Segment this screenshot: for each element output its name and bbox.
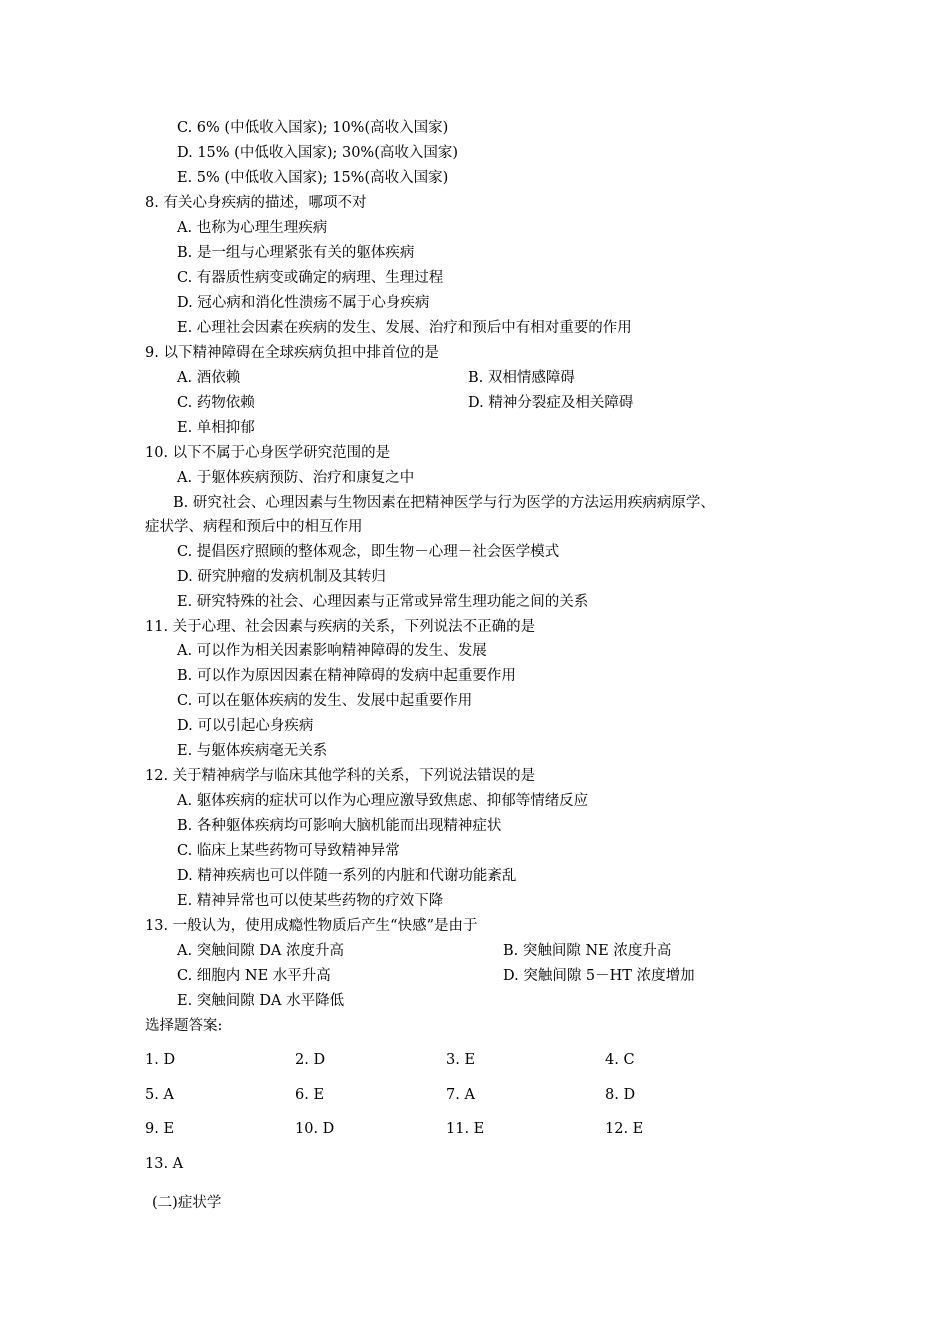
answer-item: 12. E	[605, 1121, 644, 1137]
q13-option-c: C. 细胞内 NE 水平升高	[177, 968, 331, 984]
q13-option-a: A. 突触间隙 DA 浓度升高	[177, 943, 345, 959]
answer-item: 4. C	[605, 1052, 635, 1068]
q8-option-d: D. 冠心病和消化性溃疡不属于心身疾病	[177, 295, 430, 311]
answer-item: 13. A	[145, 1156, 184, 1172]
answer-item: 5. A	[145, 1087, 174, 1103]
answer-item: 11. E	[446, 1121, 485, 1137]
q13-option-e: E. 突触间隙 DA 水平降低	[177, 993, 345, 1009]
q9-option-b: B. 双相情感障碍	[468, 370, 575, 386]
answer-item: 3. E	[446, 1052, 476, 1068]
q9-option-a: A. 酒依赖	[177, 370, 241, 386]
q10-option-b-line2: 症状学、病程和预后中的相互作用	[145, 519, 363, 535]
q7-option-c: C. 6% (中低收入国家); 10%(高收入国家)	[177, 120, 449, 136]
q8-stem: 8. 有关心身疾病的描述，哪项不对	[145, 195, 367, 211]
answer-item: 6. E	[295, 1087, 325, 1103]
answer-item: 1. D	[145, 1052, 176, 1068]
answer-item: 7. A	[446, 1087, 475, 1103]
q10-option-b-line1: B. 研究社会、心理因素与生物因素在把精神医学与行为医学的方法运用疾病病原学、	[173, 495, 715, 511]
q11-stem: 11. 关于心理、社会因素与疾病的关系，下列说法不正确的是	[145, 619, 536, 635]
answer-item: 2. D	[295, 1052, 326, 1068]
q11-option-b: B. 可以作为原因因素在精神障碍的发病中起重要作用	[177, 668, 516, 684]
q11-option-e: E. 与躯体疾病毫无关系	[177, 743, 328, 759]
q10-option-a: A. 于躯体疾病预防、治疗和康复之中	[177, 470, 415, 486]
q10-option-e: E. 研究特殊的社会、心理因素与正常或异常生理功能之间的关系	[177, 594, 589, 610]
answer-item: 10. D	[295, 1121, 335, 1137]
answers-title: 选择题答案:	[145, 1018, 223, 1034]
q9-option-e: E. 单相抑郁	[177, 420, 255, 436]
q13-stem: 13. 一般认为，使用成瘾性物质后产生“快感”是由于	[145, 918, 478, 934]
q10-option-d: D. 研究肿瘤的发病机制及其转归	[177, 569, 386, 585]
q12-option-a: A. 躯体疾病的症状可以作为心理应激导致焦虑、抑郁等情绪反应	[177, 793, 589, 809]
q12-option-b: B. 各种躯体疾病均可影响大脑机能而出现精神症状	[177, 818, 502, 834]
q12-option-e: E. 精神异常也可以使某些药物的疗效下降	[177, 893, 444, 909]
answer-item: 9. E	[145, 1121, 175, 1137]
q11-option-a: A. 可以作为相关因素影响精神障碍的发生、发展	[177, 643, 487, 659]
section-heading: (二)症状学	[152, 1195, 222, 1211]
q8-option-b: B. 是一组与心理紧张有关的躯体疾病	[177, 245, 415, 261]
q9-option-d: D. 精神分裂症及相关障碍	[468, 395, 634, 411]
q11-option-d: D. 可以引起心身疾病	[177, 718, 314, 734]
q7-option-e: E. 5% (中低收入国家); 15%(高收入国家)	[177, 170, 449, 186]
q12-stem: 12. 关于精神病学与临床其他学科的关系，下列说法错误的是	[145, 768, 536, 784]
q9-stem: 9. 以下精神障碍在全球疾病负担中排首位的是	[145, 345, 439, 361]
q9-option-c: C. 药物依赖	[177, 395, 255, 411]
q7-option-d: D. 15% (中低收入国家); 30%(高收入国家)	[177, 145, 459, 161]
q13-option-b: B. 突触间隙 NE 浓度升高	[503, 943, 672, 959]
q8-option-c: C. 有器质性病变或确定的病理、生理过程	[177, 270, 444, 286]
q11-option-c: C. 可以在躯体疾病的发生、发展中起重要作用	[177, 693, 473, 709]
q10-stem: 10. 以下不属于心身医学研究范围的是	[145, 445, 391, 461]
q8-option-a: A. 也称为心理生理疾病	[177, 220, 328, 236]
q13-option-d: D. 突触间隙 5－HT 浓度增加	[503, 968, 695, 984]
q10-option-c: C. 提倡医疗照顾的整体观念，即生物－心理－社会医学模式	[177, 544, 560, 560]
q8-option-e: E. 心理社会因素在疾病的发生、发展、治疗和预后中有相对重要的作用	[177, 320, 632, 336]
answer-item: 8. D	[605, 1087, 636, 1103]
q12-option-d: D. 精神疾病也可以伴随一系列的内脏和代谢功能紊乱	[177, 868, 517, 884]
q12-option-c: C. 临床上某些药物可导致精神异常	[177, 843, 400, 859]
